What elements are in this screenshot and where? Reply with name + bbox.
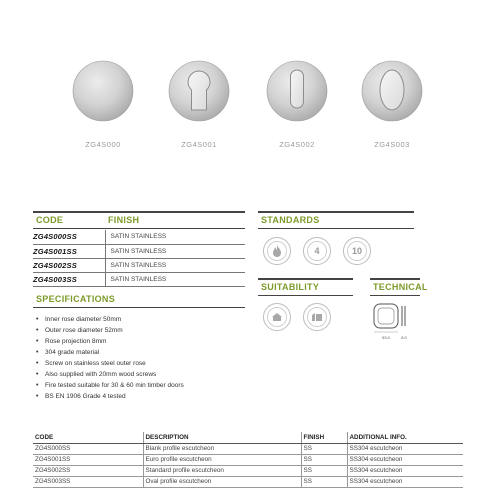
- finish-cell: SATIN STAINLESS: [105, 258, 245, 272]
- product-code: ZG4S001: [181, 140, 217, 149]
- cell: SS: [301, 443, 347, 454]
- product-code: ZG4S002: [279, 140, 315, 149]
- standards-heading: STANDARDS: [261, 215, 320, 225]
- cell: SS304 escutcheon: [347, 476, 463, 487]
- table-row: [33, 244, 245, 258]
- guarantee-10-icon: [343, 237, 371, 265]
- cell: SS304 escutcheon: [347, 454, 463, 465]
- divider: [258, 295, 353, 296]
- column-header: DESCRIPTION: [143, 432, 301, 443]
- specifications-list: [36, 314, 184, 402]
- commercial-icon: [303, 303, 331, 331]
- cell: Euro profile escutcheon: [143, 454, 301, 465]
- product-code: ZG4S003: [374, 140, 410, 149]
- column-header: CODE: [33, 432, 143, 443]
- divider: [258, 228, 414, 229]
- list-item: • Inner rose diameter 50mm: [36, 314, 184, 325]
- list-item: • 304 grade material: [36, 347, 184, 358]
- cell: ZG4S003SS: [33, 476, 143, 487]
- specifications-heading: SPECIFICATIONS: [36, 294, 116, 304]
- code-finish-table: [33, 230, 245, 287]
- code-cell: ZG4S003SS: [33, 272, 105, 286]
- divider: [370, 278, 420, 280]
- cell: ZG4S000SS: [33, 443, 143, 454]
- divider: [33, 228, 245, 229]
- column-header: ADDITIONAL INFO.: [347, 432, 463, 443]
- table-header-row: [33, 432, 463, 443]
- list-item: • Rose projection 8mm: [36, 336, 184, 347]
- divider: [33, 307, 245, 308]
- cell: SS: [301, 476, 347, 487]
- divider: [258, 278, 353, 280]
- cell: ZG4S001SS: [33, 454, 143, 465]
- guarantee-label: 10: [347, 241, 367, 261]
- cell: SS304 escutcheon: [347, 443, 463, 454]
- grade-label: 4: [307, 241, 327, 261]
- table-row: [33, 230, 245, 244]
- cell: SS: [301, 465, 347, 476]
- dim-width: 53.0: [382, 335, 390, 340]
- technical-heading: TECHNICAL: [373, 282, 428, 292]
- cell: SS304 escutcheon: [347, 465, 463, 476]
- product-euro-escutcheon: [164, 60, 234, 150]
- code-cell: ZG4S000SS: [33, 230, 105, 244]
- table-row: [33, 476, 463, 487]
- blank-escutcheon-icon: [72, 60, 134, 122]
- technical-drawing: [372, 302, 422, 342]
- cell: SS: [301, 454, 347, 465]
- code-cell: ZG4S002SS: [33, 258, 105, 272]
- flame-icon: [272, 245, 282, 257]
- table-row: [33, 272, 245, 286]
- suitability-heading: SUITABILITY: [261, 282, 320, 292]
- dim-depth: 8.0: [401, 335, 407, 340]
- divider: [33, 211, 245, 213]
- product-blank-escutcheon: [68, 60, 138, 150]
- table-row: [33, 258, 245, 272]
- finish-header: FINISH: [108, 215, 140, 225]
- list-item: • Also supplied with 20mm wood screws: [36, 369, 184, 380]
- standard-escutcheon-icon: [266, 60, 328, 122]
- code-cell: ZG4S001SS: [33, 244, 105, 258]
- house-icon: [271, 312, 283, 322]
- list-item: • Screw on stainless steel outer rose: [36, 358, 184, 369]
- residential-icon: [263, 303, 291, 331]
- divider: [370, 295, 420, 296]
- product-standard-escutcheon: [262, 60, 332, 150]
- list-item: • Fire tested suitable for 30 & 60 min timber doors: [36, 380, 184, 391]
- oval-escutcheon-icon: [361, 60, 423, 122]
- product-oval-escutcheon: [357, 60, 427, 150]
- building-icon: [311, 312, 323, 322]
- cell: Oval profile escutcheon: [143, 476, 301, 487]
- cell: Blank profile escutcheon: [143, 443, 301, 454]
- list-item: • BS EN 1906 Grade 4 tested: [36, 391, 184, 402]
- column-header: FINISH: [301, 432, 347, 443]
- finish-cell: SATIN STAINLESS: [105, 244, 245, 258]
- cell: ZG4S002SS: [33, 465, 143, 476]
- product-code: ZG4S000: [85, 140, 121, 149]
- finish-cell: SATIN STAINLESS: [105, 230, 245, 244]
- table-row: [33, 443, 463, 454]
- product-table: [33, 432, 463, 488]
- table-row: [33, 454, 463, 465]
- euro-escutcheon-icon: [168, 60, 230, 122]
- cell: Standard profile escutcheon: [143, 465, 301, 476]
- table-row: [33, 465, 463, 476]
- grade-4-icon: [303, 237, 331, 265]
- list-item: • Outer rose diameter 52mm: [36, 325, 184, 336]
- fire-rated-icon: [263, 237, 291, 265]
- finish-cell: SATIN STAINLESS: [105, 272, 245, 286]
- code-header: CODE: [36, 215, 64, 225]
- divider: [258, 211, 414, 213]
